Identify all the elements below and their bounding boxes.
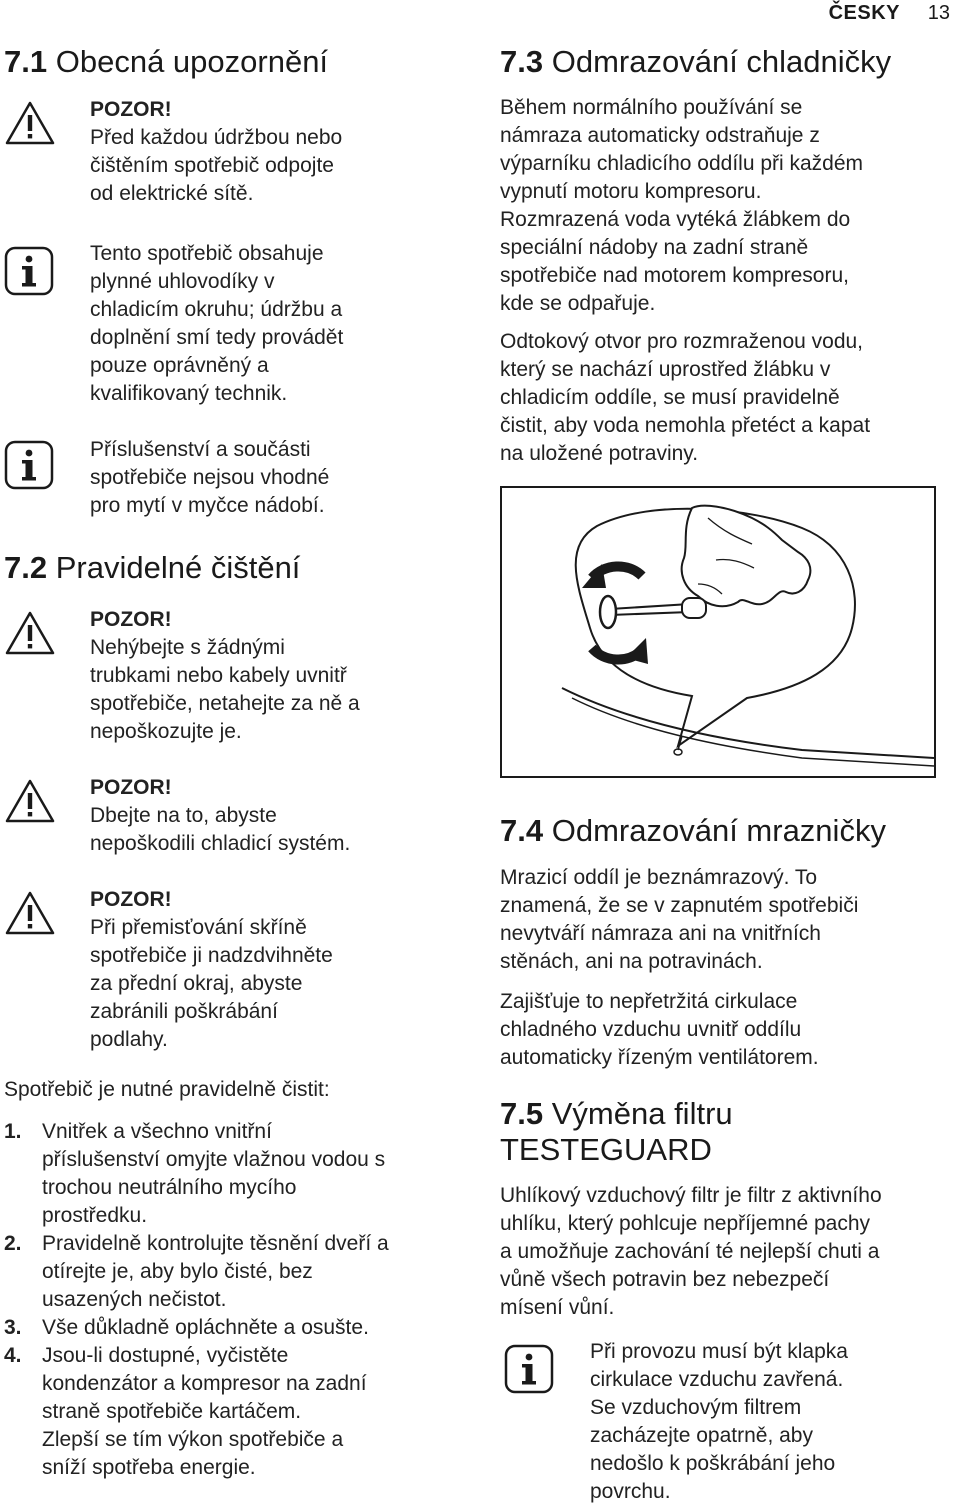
text-line: čistit, aby voda nemohla přetéct a kapat bbox=[500, 414, 871, 437]
step-line: Vše důkladně opláchněte a osušte. bbox=[42, 1316, 369, 1339]
text-line: nevytváří námraza ani na vnitřních bbox=[500, 922, 821, 945]
info-icon bbox=[4, 246, 54, 296]
section-number: 7.1 bbox=[4, 44, 48, 79]
warning-triangle-icon bbox=[4, 100, 56, 146]
step-number: 1. bbox=[4, 1120, 22, 1143]
notice-line: od elektrické sítě. bbox=[90, 182, 254, 205]
warning-triangle-icon bbox=[4, 890, 56, 936]
notice-line: spotřebiče nejsou vhodné bbox=[90, 466, 330, 489]
section-title-7-2 bbox=[4, 550, 300, 586]
page-number: 13 bbox=[927, 2, 950, 24]
text-line: chladného vzduchu uvnitř oddílu bbox=[500, 1018, 802, 1041]
step-line: straně spotřebiče kartáčem. bbox=[42, 1400, 302, 1423]
notice-line: trubkami nebo kabely uvnitř bbox=[90, 664, 347, 687]
section-title-text: TESTEGUARD bbox=[500, 1132, 712, 1167]
step-line: kondenzátor a kompresor na zadní bbox=[42, 1372, 367, 1395]
notice-line: Nehýbejte s žádnými bbox=[90, 636, 285, 659]
step-line: Zlepší se tím výkon spotřebiče a bbox=[42, 1428, 344, 1451]
text-line: znamená, že se v zapnutém spotřebiči bbox=[500, 894, 859, 917]
notice-line: cirkulace vzduchu zavřená. bbox=[590, 1368, 844, 1391]
warning-triangle-icon bbox=[4, 610, 56, 656]
step-number: 3. bbox=[4, 1316, 22, 1339]
section-number: 7.2 bbox=[4, 550, 48, 585]
text-line: automaticky řízeným ventilátorem. bbox=[500, 1046, 819, 1069]
language-label: ČESKY bbox=[828, 2, 900, 24]
text-line: speciální nádoby na zadní straně bbox=[500, 236, 809, 259]
list-item bbox=[4, 1118, 474, 1230]
text-line: námraza automaticky odstraňuje z bbox=[500, 124, 820, 147]
section-title-text: Odmrazování mrazničky bbox=[551, 813, 886, 848]
step-number: 2. bbox=[4, 1232, 22, 1255]
notice-line: doplnění smí tedy provádět bbox=[90, 326, 344, 349]
notice-line: nepoškozujte je. bbox=[90, 720, 242, 743]
notice-line: Příslušenství a součásti bbox=[90, 438, 311, 461]
notice-line: Při přemisťování skříně bbox=[90, 916, 307, 939]
defrost-drain-illustration bbox=[500, 486, 936, 778]
section-title-text: Pravidelné čištění bbox=[55, 550, 301, 585]
notice-heading: POZOR! bbox=[90, 98, 172, 121]
text-line: mísení vůní. bbox=[500, 1296, 615, 1319]
text-line: Zajišťuje to nepřetržitá cirkulace bbox=[500, 990, 798, 1013]
notice-line: spotřebiče, netahejte za ně a bbox=[90, 692, 360, 715]
notice-line: povrchu. bbox=[590, 1480, 671, 1503]
notice-line: pro mytí v myčce nádobí. bbox=[90, 494, 325, 517]
step-line: usazených nečistot. bbox=[42, 1288, 227, 1311]
step-line: sníží spotřeba energie. bbox=[42, 1456, 256, 1479]
text-line: na uložené potraviny. bbox=[500, 442, 699, 465]
notice-heading: POZOR! bbox=[90, 888, 172, 911]
section-title-7-1 bbox=[4, 44, 328, 80]
section-title-7-3 bbox=[500, 44, 891, 80]
section-title-7-5 bbox=[500, 1096, 733, 1168]
text-line: spotřebiče nad motorem kompresoru, bbox=[500, 264, 849, 287]
hand-cleaning-drain-illustration bbox=[502, 488, 934, 776]
section-number: 7.4 bbox=[500, 813, 544, 848]
text-line: a umožňuje zachování té nejlepší chuti a bbox=[500, 1240, 880, 1263]
notice-line: nedošlo k poškrábání jeho bbox=[590, 1452, 836, 1475]
section-title-text: Výměna filtru bbox=[551, 1096, 733, 1131]
step-line: Vnitřek a všechno vnitřní bbox=[42, 1120, 272, 1143]
notice-line: Tento spotřebič obsahuje bbox=[90, 242, 324, 265]
cleaning-steps bbox=[4, 1118, 474, 1482]
text-line: který se nachází uprostřed žlábku v bbox=[500, 358, 831, 381]
notice-line: zabránili poškrábání bbox=[90, 1000, 278, 1023]
list-item bbox=[4, 1230, 474, 1314]
list-item bbox=[4, 1342, 474, 1482]
step-number: 4. bbox=[4, 1344, 22, 1367]
notice-line: chladicím okruhu; údržbu a bbox=[90, 298, 343, 321]
section-title-text: Obecná upozornění bbox=[55, 44, 329, 79]
text-line: Během normálního používání se bbox=[500, 96, 803, 119]
text-line: Odtokový otvor pro rozmraženou vodu, bbox=[500, 330, 864, 353]
defrost-fridge-paragraph bbox=[500, 94, 950, 468]
notice-line: spotřebiče ji nadzdvihněte bbox=[90, 944, 333, 967]
text-line: vůně všech potravin bez nebezpečí bbox=[500, 1268, 830, 1291]
text-line: chladicím oddíle, se musí pravidelně bbox=[500, 386, 840, 409]
step-line: otírejte je, aby bylo čisté, bez bbox=[42, 1260, 313, 1283]
notice-line: plynné uhlovodíky v bbox=[90, 270, 275, 293]
text-line: stěnách, ani na potravinách. bbox=[500, 950, 763, 973]
text-line: vypnutí motoru kompresoru. bbox=[500, 180, 762, 203]
notice-heading: POZOR! bbox=[90, 776, 172, 799]
notice-line: Při provozu musí být klapka bbox=[590, 1340, 848, 1363]
section-title-7-4 bbox=[500, 813, 886, 849]
notice-line: kvalifikovaný technik. bbox=[90, 382, 288, 405]
cleaning-intro: Spotřebič je nutné pravidelně čistit: bbox=[4, 1078, 330, 1101]
notice-heading: POZOR! bbox=[90, 608, 172, 631]
step-line: Jsou-li dostupné, vyčistěte bbox=[42, 1344, 289, 1367]
filter-paragraph bbox=[500, 1182, 955, 1322]
text-line: Mrazicí oddíl je beznámrazový. To bbox=[500, 866, 818, 889]
notice-line: Před každou údržbou nebo bbox=[90, 126, 343, 149]
text-line: Uhlíkový vzduchový filtr je filtr z aktivního bbox=[500, 1184, 882, 1207]
warning-triangle-icon bbox=[4, 778, 56, 824]
text-line: kde se odpařuje. bbox=[500, 292, 656, 315]
notice-line: Dbejte na to, abyste bbox=[90, 804, 277, 827]
list-item bbox=[4, 1314, 474, 1342]
step-line: příslušenství omyjte vlažnou vodou s bbox=[42, 1148, 386, 1171]
notice-line: pouze oprávněný a bbox=[90, 354, 269, 377]
notice-line: podlahy. bbox=[90, 1028, 168, 1051]
info-icon bbox=[4, 440, 54, 490]
notice-line: zacházejte opatrně, aby bbox=[590, 1424, 813, 1447]
text-line: uhlíku, který pohlcuje nepříjemné pachy bbox=[500, 1212, 871, 1235]
notice-line: Se vzduchovým filtrem bbox=[590, 1396, 802, 1419]
text-line: Rozmrazená voda vytéká žlábkem do bbox=[500, 208, 851, 231]
step-line: trochou neutrálního mycího bbox=[42, 1176, 297, 1199]
text-line: výparníku chladicího oddílu při každém bbox=[500, 152, 864, 175]
notice-line: čištěním spotřebič odpojte bbox=[90, 154, 334, 177]
step-line: prostředku. bbox=[42, 1204, 148, 1227]
section-number: 7.3 bbox=[500, 44, 544, 79]
step-line: Pravidelně kontrolujte těsnění dveří a bbox=[42, 1232, 389, 1255]
defrost-freezer-paragraph bbox=[500, 864, 950, 1072]
section-number: 7.5 bbox=[500, 1096, 544, 1131]
notice-line: za přední okraj, abyste bbox=[90, 972, 303, 995]
info-icon bbox=[504, 1344, 554, 1394]
notice-line: nepoškodili chladicí systém. bbox=[90, 832, 351, 855]
section-title-text: Odmrazování chladničky bbox=[551, 44, 892, 79]
